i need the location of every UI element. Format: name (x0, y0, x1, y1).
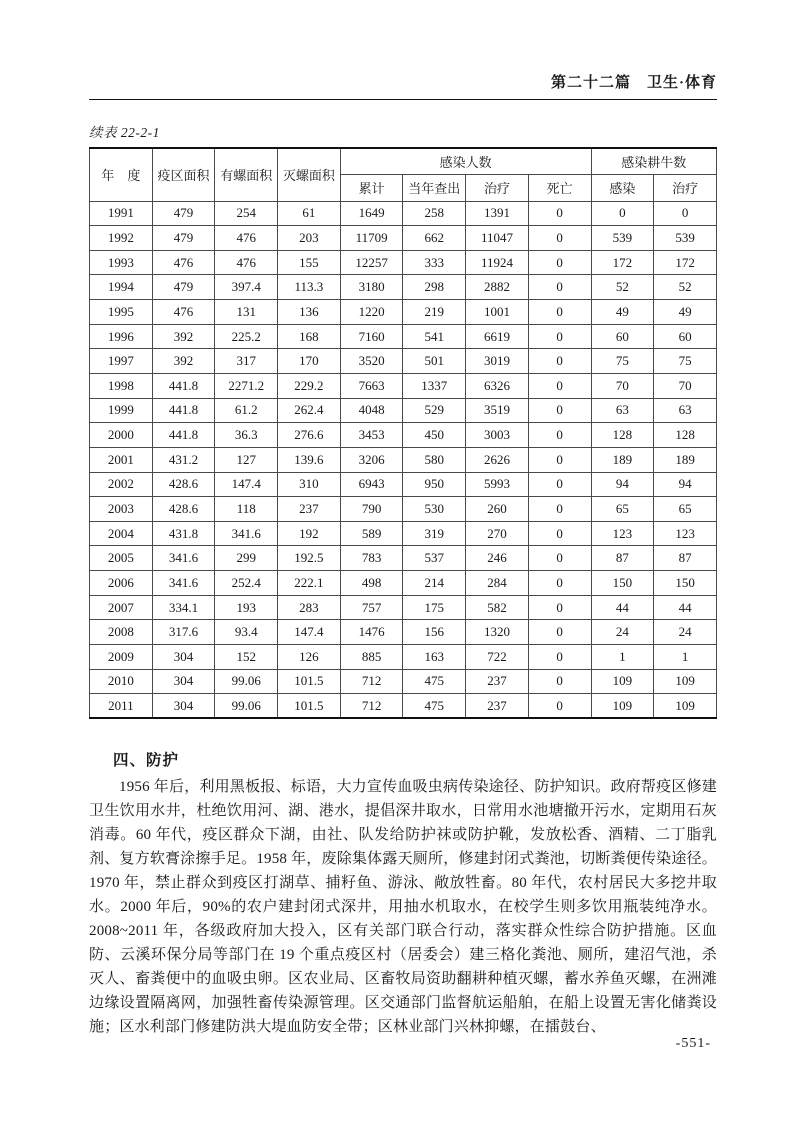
value-cell: 203 (278, 226, 341, 251)
value-cell: 1337 (403, 373, 466, 398)
value-cell: 662 (403, 226, 466, 251)
table-row (90, 250, 717, 275)
value-cell: 0 (528, 423, 591, 448)
year-cell: 1994 (90, 275, 153, 300)
value-cell: 476 (152, 300, 215, 325)
value-cell: 131 (215, 300, 278, 325)
value-cell: 1 (591, 645, 654, 670)
year-cell: 2006 (90, 571, 153, 596)
value-cell: 341.6 (152, 571, 215, 596)
table-row (90, 398, 717, 423)
year-cell: 2011 (90, 694, 153, 719)
value-cell: 156 (403, 620, 466, 645)
value-cell: 539 (591, 226, 654, 251)
value-cell: 170 (278, 349, 341, 374)
value-cell: 392 (152, 324, 215, 349)
table-row (90, 201, 717, 226)
value-cell: 75 (591, 349, 654, 374)
value-cell: 2882 (466, 275, 529, 300)
value-cell: 101.5 (278, 669, 341, 694)
value-cell: 44 (654, 595, 717, 620)
sub-header-found-this-year: 当年查出 (403, 175, 466, 202)
value-cell: 582 (466, 595, 529, 620)
value-cell: 1391 (466, 201, 529, 226)
sub-header-treated: 治疗 (466, 175, 529, 202)
value-cell: 0 (528, 398, 591, 423)
table-row (90, 571, 717, 596)
value-cell: 222.1 (278, 571, 341, 596)
value-cell: 539 (654, 226, 717, 251)
value-cell: 475 (403, 694, 466, 719)
value-cell: 3519 (466, 398, 529, 423)
value-cell: 341.6 (152, 546, 215, 571)
value-cell: 541 (403, 324, 466, 349)
year-cell: 2000 (90, 423, 153, 448)
value-cell: 150 (654, 571, 717, 596)
value-cell: 60 (654, 324, 717, 349)
value-cell: 5993 (466, 472, 529, 497)
value-cell: 175 (403, 595, 466, 620)
table-row (90, 447, 717, 472)
value-cell: 885 (340, 645, 403, 670)
value-cell: 113.3 (278, 275, 341, 300)
page-number: -551- (675, 1036, 711, 1051)
value-cell: 1 (654, 645, 717, 670)
value-cell: 3520 (340, 349, 403, 374)
year-cell: 1993 (90, 250, 153, 275)
value-cell: 479 (152, 201, 215, 226)
year-cell: 2008 (90, 620, 153, 645)
sub-header-cattle-infected: 感染 (591, 175, 654, 202)
value-cell: 219 (403, 300, 466, 325)
table-row (90, 275, 717, 300)
value-cell: 1476 (340, 620, 403, 645)
value-cell: 214 (403, 571, 466, 596)
value-cell: 284 (466, 571, 529, 596)
value-cell: 317.6 (152, 620, 215, 645)
value-cell: 783 (340, 546, 403, 571)
value-cell: 501 (403, 349, 466, 374)
value-cell: 99.06 (215, 694, 278, 719)
value-cell: 3019 (466, 349, 529, 374)
value-cell: 4048 (340, 398, 403, 423)
value-cell: 333 (403, 250, 466, 275)
value-cell: 128 (591, 423, 654, 448)
table-row (90, 349, 717, 374)
year-cell: 2007 (90, 595, 153, 620)
value-cell: 476 (215, 226, 278, 251)
column-header-epidemic-area: 疫区面积 (152, 148, 215, 201)
value-cell: 0 (528, 571, 591, 596)
value-cell: 298 (403, 275, 466, 300)
value-cell: 3180 (340, 275, 403, 300)
value-cell: 476 (152, 250, 215, 275)
year-cell: 1998 (90, 373, 153, 398)
value-cell: 475 (403, 669, 466, 694)
value-cell: 529 (403, 398, 466, 423)
sub-header-cattle-treated: 治疗 (654, 175, 717, 202)
value-cell: 0 (528, 595, 591, 620)
table-head (90, 148, 717, 201)
table-row (90, 620, 717, 645)
value-cell: 6326 (466, 373, 529, 398)
value-cell: 537 (403, 546, 466, 571)
value-cell: 101.5 (278, 694, 341, 719)
table-row (90, 300, 717, 325)
value-cell: 0 (528, 324, 591, 349)
value-cell: 428.6 (152, 472, 215, 497)
value-cell: 304 (152, 669, 215, 694)
year-cell: 1997 (90, 349, 153, 374)
value-cell: 128 (654, 423, 717, 448)
table-row (90, 595, 717, 620)
value-cell: 94 (591, 472, 654, 497)
table-row (90, 546, 717, 571)
table-row (90, 645, 717, 670)
value-cell: 11709 (340, 226, 403, 251)
value-cell: 109 (591, 669, 654, 694)
table-row (90, 521, 717, 546)
year-cell: 2010 (90, 669, 153, 694)
value-cell: 722 (466, 645, 529, 670)
value-cell: 172 (591, 250, 654, 275)
value-cell: 0 (528, 300, 591, 325)
value-cell: 11924 (466, 250, 529, 275)
value-cell: 192 (278, 521, 341, 546)
value-cell: 163 (403, 645, 466, 670)
value-cell: 75 (654, 349, 717, 374)
value-cell: 334.1 (152, 595, 215, 620)
value-cell: 237 (466, 669, 529, 694)
value-cell: 450 (403, 423, 466, 448)
value-cell: 36.3 (215, 423, 278, 448)
value-cell: 3003 (466, 423, 529, 448)
year-cell: 2004 (90, 521, 153, 546)
column-header-year: 年 度 (90, 148, 153, 201)
value-cell: 63 (591, 398, 654, 423)
value-cell: 757 (340, 595, 403, 620)
value-cell: 0 (528, 694, 591, 719)
value-cell: 152 (215, 645, 278, 670)
year-cell: 2009 (90, 645, 153, 670)
value-cell: 589 (340, 521, 403, 546)
value-cell: 147.4 (278, 620, 341, 645)
value-cell: 0 (528, 275, 591, 300)
value-cell: 24 (654, 620, 717, 645)
value-cell: 317 (215, 349, 278, 374)
table-caption: 续表 22-2-1 (89, 125, 160, 140)
value-cell: 44 (591, 595, 654, 620)
value-cell: 94 (654, 472, 717, 497)
value-cell: 192.5 (278, 546, 341, 571)
value-cell: 0 (528, 447, 591, 472)
value-cell: 237 (466, 694, 529, 719)
value-cell: 580 (403, 447, 466, 472)
value-cell: 428.6 (152, 497, 215, 522)
value-cell: 299 (215, 546, 278, 571)
value-cell: 3453 (340, 423, 403, 448)
sub-header-cumulative: 累计 (340, 175, 403, 202)
year-cell: 1996 (90, 324, 153, 349)
group-header-infected-people: 感染人数 (340, 148, 591, 175)
value-cell: 1220 (340, 300, 403, 325)
value-cell: 139.6 (278, 447, 341, 472)
value-cell: 0 (528, 645, 591, 670)
value-cell: 0 (528, 497, 591, 522)
value-cell: 52 (591, 275, 654, 300)
year-cell: 2002 (90, 472, 153, 497)
value-cell: 109 (654, 694, 717, 719)
value-cell: 712 (340, 694, 403, 719)
body-paragraph: 1956 年后，利用黑板报、标语，大力宣传血吸虫病传染途径、防护知识。政府帮疫区修建卫生饮用水井，杜绝饮用河、湖、港水，提倡深井取水，日常用水池塘撤开污水，定期用石灰消毒。60 年代，疫区群众下湖，由社、队发给防护袜或防护靴，发放松香、酒精、二丁脂乳剂、复方软膏涂擦手足。1958 年，废除集体露天厕所，修建封闭式粪池，切断粪便传染途径。1970 年，禁止群众到疫区打湖草、捕籽鱼、游泳、敞放牲畜。80 年代，农村居民大多挖井取水。2000 年后，90%的农户建封闭式深井，用抽水机取水，在校学生则多饮用瓶装纯净水。2008~2011 年，各级政府加大投入，区有关部门联合行动，落实群众性综合防护措施。区血防、云溪环保分局等部门在 19 个重点疫区村（居委会）建三格化粪池、厕所，建沼气池，杀灭人、畜粪便中的血吸虫卵。区农业局、区畜牧局资助翻耕种植灭螺，蓄水养鱼灭螺，在洲滩边缘设置隔离网，加强牲畜传染源管理。区交通部门监督航运船舶，在船上设置无害化储粪设施；区水利部门修建防洪大堤血防安全带；区林业部门兴林抑螺，在擂鼓台、 (89, 779, 717, 1035)
table-row (90, 324, 717, 349)
value-cell: 479 (152, 226, 215, 251)
value-cell: 304 (152, 645, 215, 670)
value-cell: 260 (466, 497, 529, 522)
value-cell: 530 (403, 497, 466, 522)
value-cell: 310 (278, 472, 341, 497)
value-cell: 24 (591, 620, 654, 645)
value-cell: 0 (528, 546, 591, 571)
table-row (90, 373, 717, 398)
value-cell: 276.6 (278, 423, 341, 448)
year-cell: 1999 (90, 398, 153, 423)
value-cell: 0 (528, 620, 591, 645)
value-cell: 61 (278, 201, 341, 226)
value-cell: 790 (340, 497, 403, 522)
value-cell: 70 (591, 373, 654, 398)
value-cell: 189 (654, 447, 717, 472)
value-cell: 172 (654, 250, 717, 275)
value-cell: 7160 (340, 324, 403, 349)
value-cell: 498 (340, 571, 403, 596)
value-cell: 0 (528, 349, 591, 374)
value-cell: 189 (591, 447, 654, 472)
value-cell: 12257 (340, 250, 403, 275)
value-cell: 262.4 (278, 398, 341, 423)
value-cell: 712 (340, 669, 403, 694)
value-cell: 3206 (340, 447, 403, 472)
year-cell: 2001 (90, 447, 153, 472)
value-cell: 254 (215, 201, 278, 226)
value-cell: 49 (591, 300, 654, 325)
value-cell: 392 (152, 349, 215, 374)
value-cell: 319 (403, 521, 466, 546)
value-cell: 441.8 (152, 398, 215, 423)
value-cell: 0 (591, 201, 654, 226)
table-row (90, 669, 717, 694)
value-cell: 93.4 (215, 620, 278, 645)
value-cell: 136 (278, 300, 341, 325)
value-cell: 2271.2 (215, 373, 278, 398)
value-cell: 397.4 (215, 275, 278, 300)
value-cell: 431.8 (152, 521, 215, 546)
value-cell: 63 (654, 398, 717, 423)
value-cell: 49 (654, 300, 717, 325)
value-cell: 0 (528, 201, 591, 226)
value-cell: 479 (152, 275, 215, 300)
value-cell: 61.2 (215, 398, 278, 423)
table-row (90, 472, 717, 497)
value-cell: 65 (591, 497, 654, 522)
table-row (90, 423, 717, 448)
value-cell: 431.2 (152, 447, 215, 472)
value-cell: 168 (278, 324, 341, 349)
header-rule (89, 99, 717, 100)
year-cell: 1992 (90, 226, 153, 251)
table-header-row-1 (90, 148, 717, 175)
value-cell: 476 (215, 250, 278, 275)
value-cell: 283 (278, 595, 341, 620)
value-cell: 1001 (466, 300, 529, 325)
table-row (90, 226, 717, 251)
value-cell: 441.8 (152, 423, 215, 448)
value-cell: 0 (528, 226, 591, 251)
value-cell: 229.2 (278, 373, 341, 398)
value-cell: 270 (466, 521, 529, 546)
value-cell: 109 (591, 694, 654, 719)
value-cell: 123 (591, 521, 654, 546)
value-cell: 60 (591, 324, 654, 349)
value-cell: 0 (528, 472, 591, 497)
value-cell: 193 (215, 595, 278, 620)
value-cell: 0 (528, 669, 591, 694)
value-cell: 7663 (340, 373, 403, 398)
section-heading: 四、防护 (113, 752, 180, 769)
year-cell: 2003 (90, 497, 153, 522)
value-cell: 225.2 (215, 324, 278, 349)
year-cell: 1991 (90, 201, 153, 226)
sub-header-deaths: 死亡 (528, 175, 591, 202)
value-cell: 147.4 (215, 472, 278, 497)
value-cell: 150 (591, 571, 654, 596)
table-body (90, 201, 717, 718)
value-cell: 87 (654, 546, 717, 571)
year-cell: 1995 (90, 300, 153, 325)
value-cell: 304 (152, 694, 215, 719)
value-cell: 87 (591, 546, 654, 571)
value-cell: 2626 (466, 447, 529, 472)
page-header-title: 第二十二篇 卫生·体育 (550, 75, 717, 91)
value-cell: 0 (654, 201, 717, 226)
value-cell: 0 (528, 250, 591, 275)
value-cell: 1320 (466, 620, 529, 645)
value-cell: 950 (403, 472, 466, 497)
column-header-snail-area: 有螺面积 (215, 148, 278, 201)
value-cell: 6943 (340, 472, 403, 497)
value-cell: 118 (215, 497, 278, 522)
value-cell: 155 (278, 250, 341, 275)
value-cell: 441.8 (152, 373, 215, 398)
value-cell: 258 (403, 201, 466, 226)
value-cell: 341.6 (215, 521, 278, 546)
value-cell: 11047 (466, 226, 529, 251)
table-row (90, 694, 717, 719)
value-cell: 126 (278, 645, 341, 670)
value-cell: 52 (654, 275, 717, 300)
value-cell: 237 (278, 497, 341, 522)
year-cell: 2005 (90, 546, 153, 571)
column-header-snail-elimination-area: 灭螺面积 (278, 148, 341, 201)
value-cell: 99.06 (215, 669, 278, 694)
value-cell: 246 (466, 546, 529, 571)
value-cell: 70 (654, 373, 717, 398)
value-cell: 1649 (340, 201, 403, 226)
value-cell: 0 (528, 373, 591, 398)
value-cell: 123 (654, 521, 717, 546)
table-row (90, 497, 717, 522)
value-cell: 0 (528, 521, 591, 546)
value-cell: 6619 (466, 324, 529, 349)
value-cell: 109 (654, 669, 717, 694)
statistics-table (89, 147, 717, 719)
value-cell: 127 (215, 447, 278, 472)
group-header-infected-cattle: 感染耕牛数 (591, 148, 717, 175)
value-cell: 65 (654, 497, 717, 522)
value-cell: 252.4 (215, 571, 278, 596)
